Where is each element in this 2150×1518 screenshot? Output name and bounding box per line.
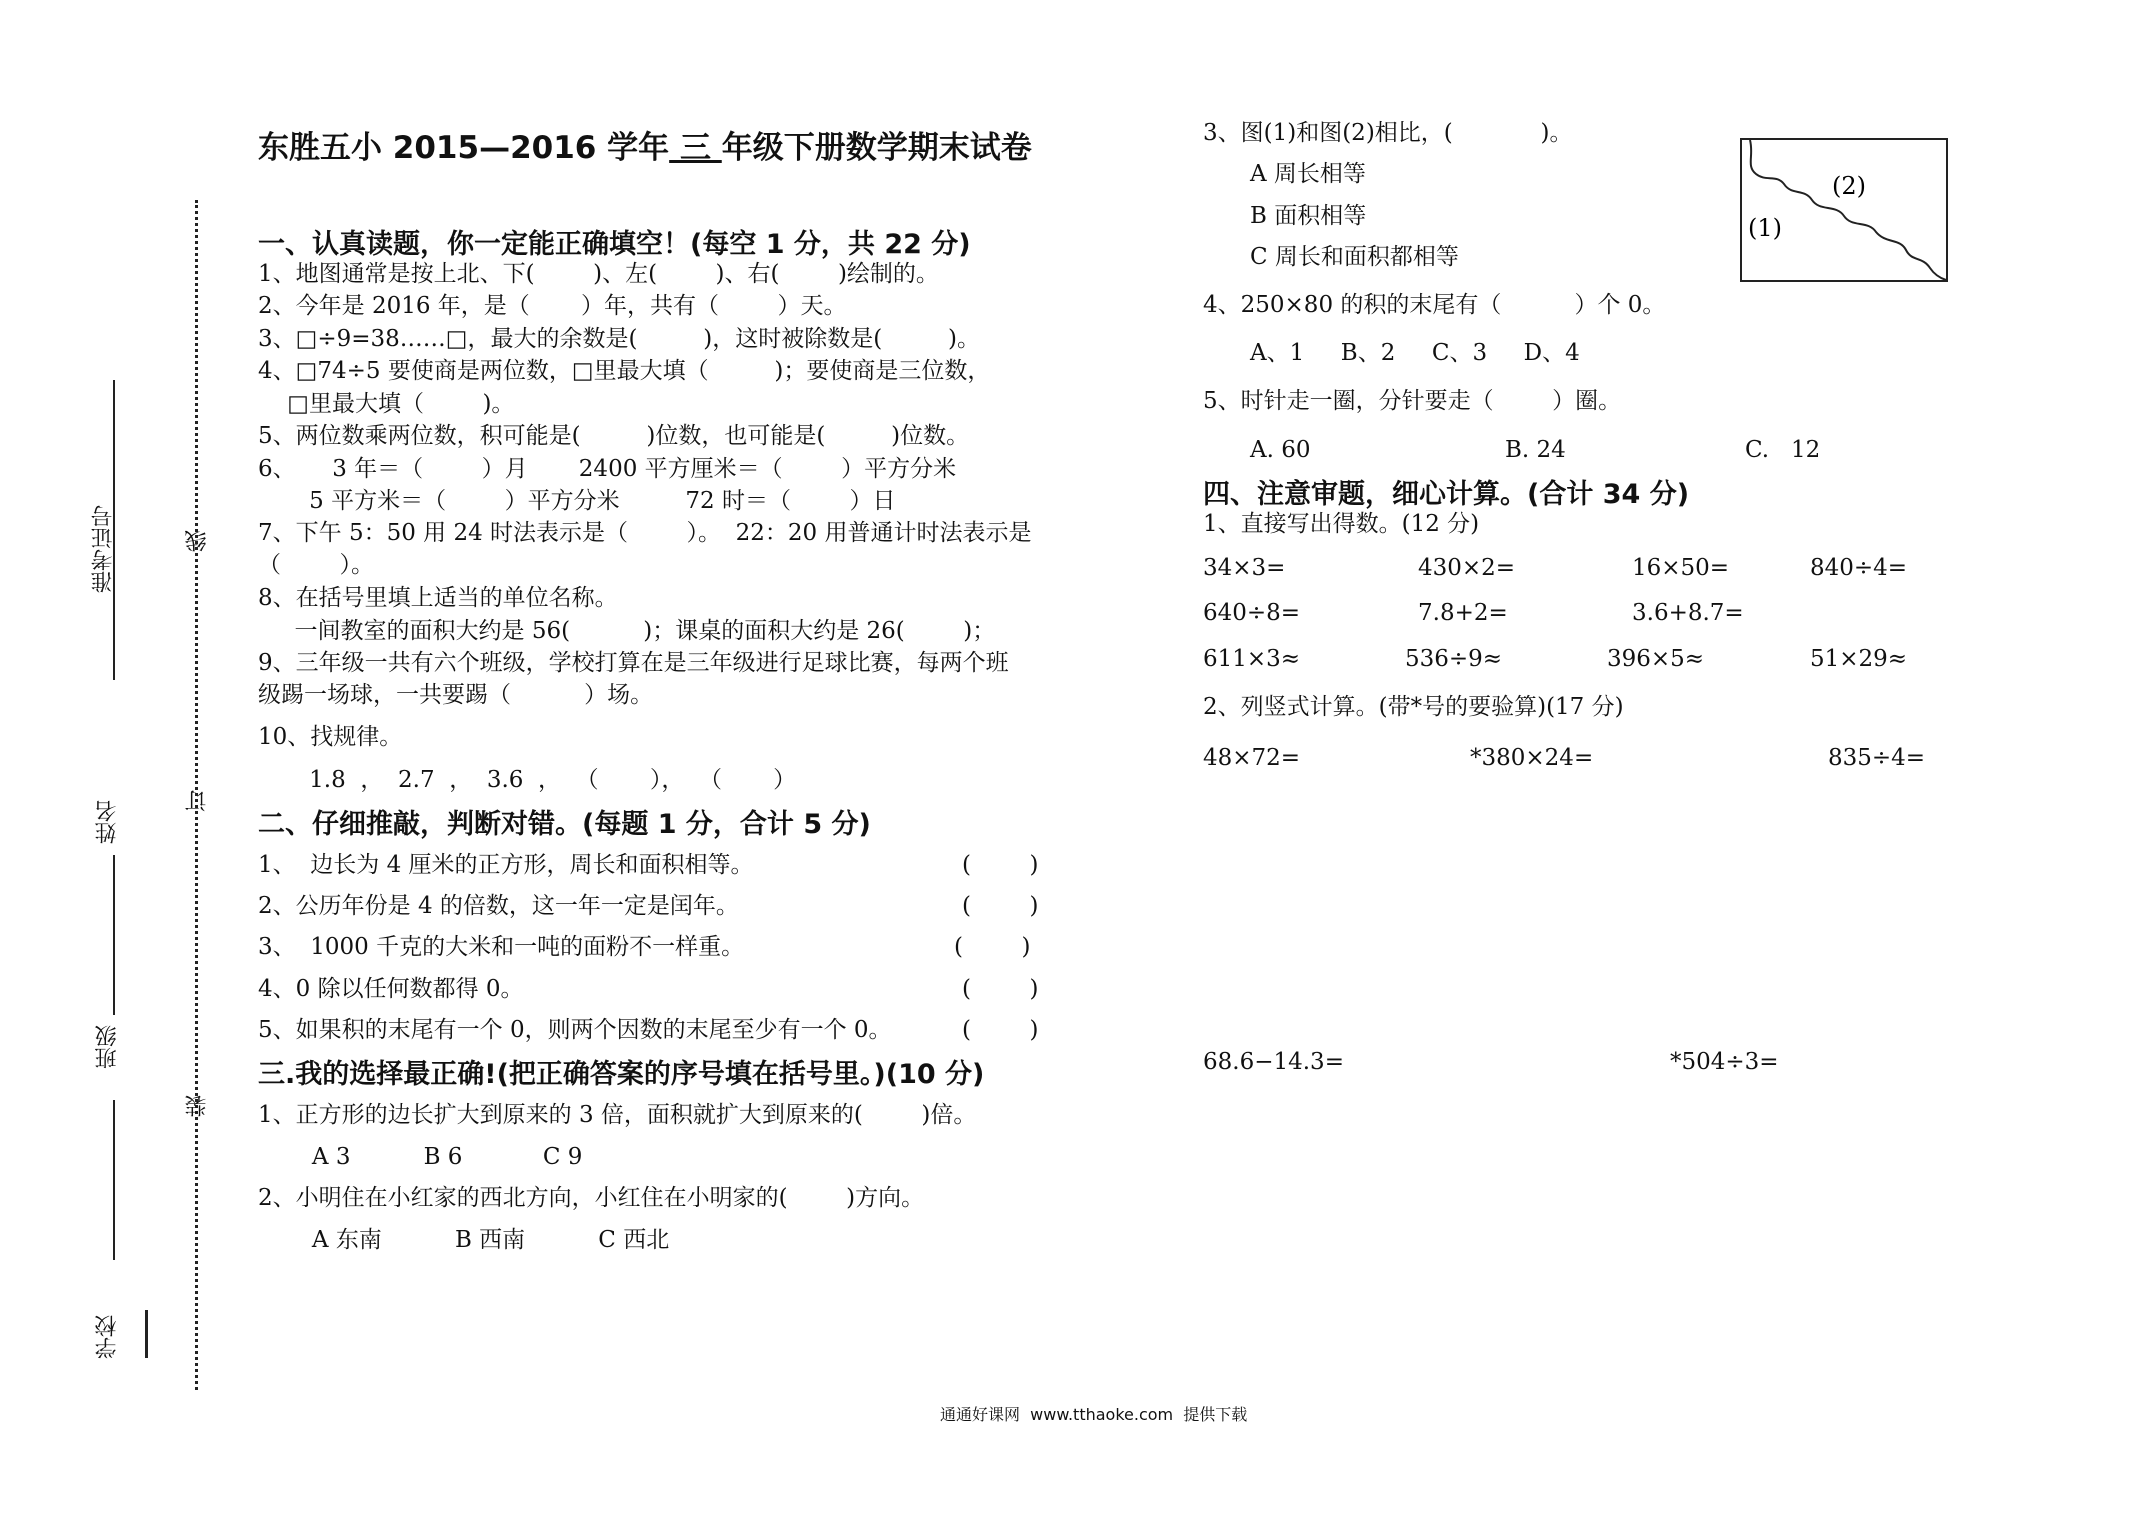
figure-label-2: (2) xyxy=(1832,172,1866,200)
exam-number-underline xyxy=(113,380,115,680)
s1-line: 2、今年是 2016 年，是（ ）年，共有（ ）天。 xyxy=(258,293,847,319)
oral-calc-item: 396×5≈ xyxy=(1607,646,1705,672)
oral-calc-item: 3.6+8.7= xyxy=(1632,600,1744,626)
choice-question: 5、时针走一圈，分针要走（ ）圈。 xyxy=(1203,388,1622,414)
binding-zhuang-char: 装 xyxy=(185,1095,210,1117)
comparison-figure xyxy=(1740,138,1950,284)
vertical-calc-item: 48×72= xyxy=(1203,745,1301,771)
section2-heading: 二、仔细推敲，判断对错。(每题 1 分，合计 5 分) xyxy=(258,809,871,840)
choice-option: A. 60 xyxy=(1250,437,1311,463)
s1-line: 10、找规律。 xyxy=(258,724,403,750)
class-label: 班级 xyxy=(95,1025,120,1069)
judge-item: 5、如果积的末尾有一个 0，则两个因数的末尾至少有一个 0。 xyxy=(258,1017,892,1043)
oral-calc-item: 51×29≈ xyxy=(1810,646,1908,672)
section1-heading: 一、认真读题，你一定能正确填空！(每空 1 分，共 22 分) xyxy=(258,229,971,260)
name-underline xyxy=(113,855,115,1015)
binding-line-char: 线 xyxy=(185,530,210,552)
class-underline xyxy=(113,1100,115,1260)
s1-line: （ ）。 xyxy=(258,552,374,578)
title-prefix: 东胜五小 2015—2016 学年 xyxy=(258,130,670,166)
figure-border xyxy=(1741,139,1947,281)
s1-line: 8、在括号里填上适当的单位名称。 xyxy=(258,585,618,611)
choice-option: C 周长和面积都相等 xyxy=(1250,244,1459,270)
choice-option: B 面积相等 xyxy=(1250,203,1367,229)
oral-calc-item: 536÷9≈ xyxy=(1405,646,1503,672)
vertical-calc-item: 835÷4= xyxy=(1828,745,1926,771)
judge-answer-bracket: ( ) xyxy=(962,852,1039,878)
s1-line: 级踢一场球，一共要踢（ ）场。 xyxy=(258,682,654,708)
s1-line: 5、两位数乘两位数，积可能是( )位数，也可能是( )位数。 xyxy=(258,423,970,449)
judge-item: 4、0 除以任何数都得 0。 xyxy=(258,976,524,1002)
section4-heading: 四、注意审题，细心计算。(合计 34 分) xyxy=(1203,479,1690,510)
judge-answer-bracket: ( ) xyxy=(962,976,1039,1002)
choice-question: 1、正方形的边长扩大到原来的 3 倍，面积就扩大到原来的( )倍。 xyxy=(258,1102,977,1128)
figure-label-1: (1) xyxy=(1748,214,1782,242)
oral-calc-item: 16×50= xyxy=(1632,555,1730,581)
figure-dividing-curve xyxy=(1750,140,1946,280)
oral-calc-item: 7.8+2= xyxy=(1418,600,1508,626)
footer-credit: 通通好课网 www.tthaoke.com 提供下载 xyxy=(940,1405,1248,1424)
judge-answer-bracket: ( ) xyxy=(962,1017,1039,1043)
choice-question: 3、图(1)和图(2)相比，( )。 xyxy=(1203,120,1573,146)
choice-option: A 周长相等 xyxy=(1250,161,1366,187)
judge-item: 1、 边长为 4 厘米的正方形，周长和面积相等。 xyxy=(258,852,754,878)
name-label: 姓名 xyxy=(95,800,120,844)
exam-number-label: 准考证号 xyxy=(91,505,116,593)
choice-options: A、1 B、2 C、3 D、4 xyxy=(1250,340,1580,366)
choice-options: A 3 B 6 C 9 xyxy=(290,1144,583,1170)
s1-line: 9、三年级一共有六个班级，学校打算在是三年级进行足球比赛，每两个班 xyxy=(258,650,1009,676)
s1-line: 7、下午 5：50 用 24 时法表示是（ ）。 22：20 用普通计时法表示是 xyxy=(258,520,1032,546)
choice-question: 2、小明住在小红家的西北方向，小红住在小明家的( )方向。 xyxy=(258,1185,925,1211)
vertical-calc-item: *504÷3= xyxy=(1670,1049,1779,1075)
s1-line: 3、□÷9=38……□，最大的余数是( )，这时被除数是( )。 xyxy=(258,326,981,352)
calc-subheading: 1、直接写出得数。(12 分) xyxy=(1203,511,1480,537)
judge-answer-bracket: ( ) xyxy=(962,893,1039,919)
binding-ding-char: 订 xyxy=(185,790,210,812)
judge-answer-bracket: ( ) xyxy=(954,934,1031,960)
s1-line: 一间教室的面积大约是 56( )；课桌的面积大约是 26( )； xyxy=(258,618,996,644)
oral-calc-item: 611×3≈ xyxy=(1203,646,1301,672)
s1-line: □里最大填（ )。 xyxy=(258,391,515,417)
choice-question: 4、250×80 的积的末尾有（ ）个 0。 xyxy=(1203,292,1666,318)
choice-option: C. 12 xyxy=(1745,437,1821,463)
calc-subheading: 2、列竖式计算。(带*号的要验算)(17 分) xyxy=(1203,694,1624,720)
school-label: 学校 xyxy=(95,1315,120,1359)
oral-calc-item: 640÷8= xyxy=(1203,600,1301,626)
choice-options: A 东南 B 西南 C 西北 xyxy=(290,1227,670,1253)
section3-heading: 三.我的选择最正确!(把正确答案的序号填在括号里。)(10 分) xyxy=(258,1059,985,1090)
choice-option: B. 24 xyxy=(1505,437,1566,463)
judge-item: 2、公历年份是 4 的倍数，这一年一定是闰年。 xyxy=(258,893,739,919)
s1-line: 6、 3 年＝（ ）月 2400 平方厘米＝（ ）平方分米 xyxy=(258,456,957,482)
s1-line: 5 平方米＝（ ）平方分米 72 时＝（ ）日 xyxy=(258,488,896,514)
oral-calc-item: 430×2= xyxy=(1418,555,1516,581)
s1-line: 1.8 ， 2.7 ， 3.6 ， （ ）， （ ） xyxy=(258,767,797,793)
judge-item: 3、 1000 千克的大米和一吨的面粉不一样重。 xyxy=(258,934,745,960)
title-grade: 三 xyxy=(669,130,722,166)
oral-calc-item: 34×3= xyxy=(1203,555,1286,581)
title-suffix: 年级下册数学期末试卷 xyxy=(721,130,1032,166)
s1-line: 1、地图通常是按上北、下( )、左( )、右( )绘制的。 xyxy=(258,261,939,287)
s1-line: 4、□74÷5 要使商是两位数，□里最大填（ )；要使商是三位数， xyxy=(258,358,991,384)
vertical-calc-item: 68.6−14.3= xyxy=(1203,1049,1344,1075)
page-title xyxy=(258,122,1032,167)
vertical-calc-item: *380×24= xyxy=(1470,745,1594,771)
oral-calc-item: 840÷4= xyxy=(1810,555,1908,581)
school-underline xyxy=(145,1310,148,1358)
